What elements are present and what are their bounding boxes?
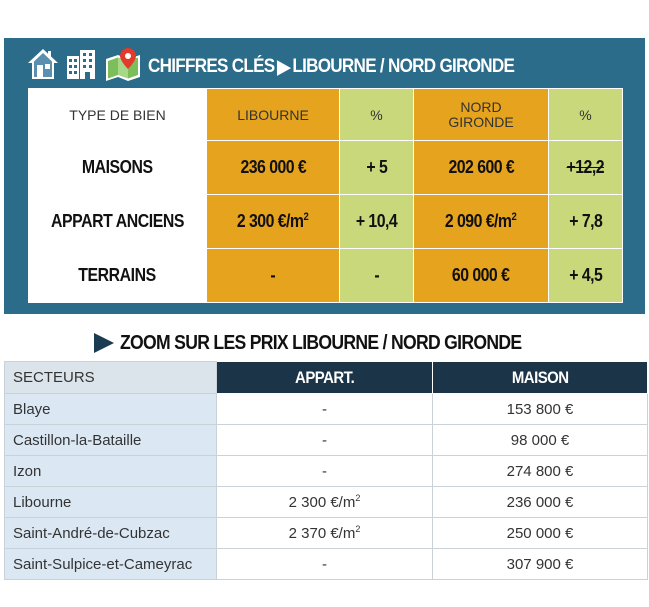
table-row — [5, 425, 648, 456]
maison-price: 98 000 € — [433, 425, 648, 456]
header-maison: MAISON — [433, 362, 648, 394]
zoom-header-row — [5, 362, 648, 394]
nord-pct: +12,2 — [549, 141, 623, 195]
house-icon — [26, 47, 60, 81]
key-figures-table — [28, 88, 623, 303]
appart-price: - — [217, 394, 433, 425]
zoom-table — [4, 361, 648, 580]
header-nord-line1: NORD — [460, 98, 502, 115]
table-row — [5, 456, 648, 487]
nord-value: 2 090 $€/m^2$ — [414, 195, 549, 249]
sector-name: Castillon-la-Bataille — [5, 425, 217, 456]
table-row — [5, 549, 648, 580]
row-label: APPART ANCIENS — [29, 195, 207, 249]
libourne-value: 236 000 € — [207, 141, 340, 195]
sector-name: Libourne — [5, 487, 217, 518]
row-label: TERRAINS — [29, 249, 207, 303]
sector-name: Blaye — [5, 394, 217, 425]
header-type: TYPE DE BIEN — [29, 89, 207, 141]
header-pct-libourne: % — [340, 89, 414, 141]
libourne-pct: + 5 — [340, 141, 414, 195]
header-nord-line2: GIRONDE — [448, 113, 514, 130]
libourne-pct: + 10,4 — [340, 195, 414, 249]
row-label: MAISONS — [29, 141, 207, 195]
table-row — [5, 518, 648, 549]
header-appart: APPART. — [217, 362, 433, 394]
nord-value: 60 000 € — [414, 249, 549, 303]
zoom-title-text: ZOOM SUR LES PRIX LIBOURNE / NORD GIRONDE — [120, 331, 522, 354]
key-figures-header-row — [29, 89, 623, 141]
header-sectors: SECTEURS — [5, 362, 217, 394]
building-icon — [64, 47, 98, 81]
table-row — [5, 394, 648, 425]
key-figures-row — [29, 195, 623, 249]
libourne-value: 2 300 $€/m^2$ — [207, 195, 340, 249]
maison-price: 274 800 € — [433, 456, 648, 487]
key-figures-title-left: CHIFFRES CLÉS — [148, 56, 275, 77]
zoom-title — [94, 330, 576, 356]
header-libourne: LIBOURNE — [207, 89, 340, 141]
key-figures-title — [148, 55, 514, 79]
nord-pct: + 4,5 — [549, 249, 623, 303]
key-figures-header — [4, 38, 645, 88]
header-nord-gironde — [414, 89, 549, 141]
key-figures-title-right: LIBOURNE / NORD GIRONDE — [292, 56, 515, 77]
libourne-pct: - — [340, 249, 414, 303]
maison-price: 307 900 € — [433, 549, 648, 580]
key-figures-row — [29, 249, 623, 303]
key-figures-panel — [4, 38, 645, 314]
sector-name: Izon — [5, 456, 217, 487]
map-pin-icon — [104, 47, 142, 81]
header-pct-nord: % — [549, 89, 623, 141]
key-figures-row — [29, 141, 623, 195]
libourne-value: - — [207, 249, 340, 303]
maison-price: 153 800 € — [433, 394, 648, 425]
appart-price: 2 370 $€/m^2$ — [217, 518, 433, 549]
maison-price: 236 000 € — [433, 487, 648, 518]
sector-name: Saint-Sulpice-et-Cameyrac — [5, 549, 217, 580]
maison-price: 250 000 € — [433, 518, 648, 549]
appart-price: - — [217, 425, 433, 456]
triangle-right-icon: ▶ — [277, 56, 290, 78]
nord-value: 202 600 € — [414, 141, 549, 195]
nord-pct: + 7,8 — [549, 195, 623, 249]
sector-name: Saint-André-de-Cubzac — [5, 518, 217, 549]
table-row — [5, 487, 648, 518]
appart-price: - — [217, 549, 433, 580]
appart-price: - — [217, 456, 433, 487]
triangle-right-icon — [94, 333, 114, 353]
appart-price: 2 300 $€/m^2$ — [217, 487, 433, 518]
key-figures-table-wrap — [28, 88, 622, 302]
